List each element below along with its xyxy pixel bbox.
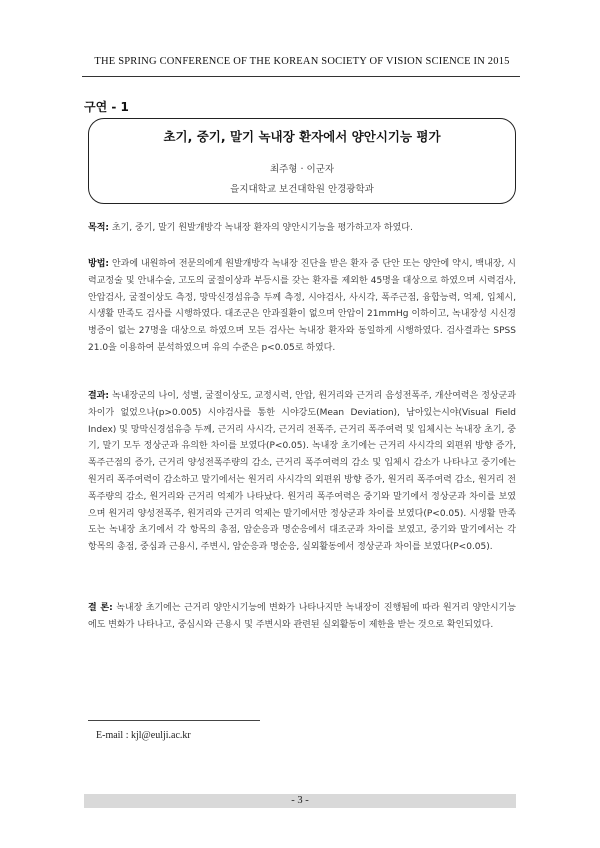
method-label: 방법: bbox=[88, 259, 109, 269]
footnote-divider bbox=[88, 720, 260, 721]
page-number: - 3 - bbox=[291, 795, 309, 806]
conclusion-paragraph bbox=[88, 600, 516, 634]
result-text: 녹내장군의 나이, 성별, 굴절이상도, 교정시력, 안압, 원거리와 근거리 음성전폭주, 개산여력은 정상군과 차이가 없었으나(p>0.005) 시야검사를 통한 시야강도(Mean Deviation), 남아있는시야(Visual Field Index) 및 망막신경섬유층 두께, 근거리 사시각, 근거리 전폭주, 근거리 폭주여력 및 입체시는 녹내장 초기, 중기, 말기 모두 정상군과 유의한 차이를 보였다(P<0.05). 녹내장 초기에는 근거리 사시각의 외편위 방향 증가, 폭주근점의 증가, 근거리 양성전폭주량의 감소, 근거리 폭주여력의 감소 및 입체시 감소가 나타나고 중기에는 원거리 폭주여력이 감소하고 말기에서는 원거리 사시각의 외편위 방향 증가, 원거리 폭주여력 감소, 원거리 전폭주량의 감소, 원거리와 근거리 억제가 나타났다. 원거리 폭주여력은 중기와 말기에서 정상군과 차이를 보였으며 원거리 양성전폭주, 원거리와 근거리 억제는 말기에서만 정상군과 차이를 보였다(P<0.05). 시생활 만족도는 녹내장 초기에서 각 항목의 총점, 암순응과 명순응에서 대조군과 차이를 보였고, 중기와 말기에서는 각 항목의 총점, 중심과 근용시, 주변시, 암순응과 명순응, 실외활동에서 정상군과 차이를 보였다(P<0.05). bbox=[88, 391, 516, 553]
footer-bar bbox=[84, 794, 516, 808]
purpose-paragraph bbox=[88, 220, 516, 237]
section-label: 구연 - 1 bbox=[84, 100, 129, 114]
result-paragraph bbox=[88, 388, 516, 556]
conclusion-label: 결 론: bbox=[88, 603, 113, 613]
paper-title: 초기, 중기, 말기 녹내장 환자에서 양안시기능 평가 bbox=[163, 129, 441, 144]
result-label: 결과: bbox=[88, 391, 109, 401]
purpose-text: 초기, 중기, 말기 원발개방각 녹내장 환자의 양안시기능을 평가하고자 하였다. bbox=[109, 223, 413, 233]
conference-header: THE SPRING CONFERENCE OF THE KOREAN SOCIETY OF VISION SCIENCE IN 2015 bbox=[94, 56, 510, 67]
paper-authors: 최주형 · 이군자 bbox=[269, 164, 335, 175]
paper-affiliation: 을지대학교 보건대학원 안경광학과 bbox=[230, 184, 374, 195]
conclusion-text: 녹내장 초기에는 근거리 양안시기능에 변화가 나타나지만 녹내장이 진행됨에 따라 원거리 양안시기능에도 변화가 나타나고, 중심시와 근용시 및 주변시와 관련된 실외활동이 제한을 받는 것으로 확인되었다. bbox=[88, 603, 517, 630]
header-divider bbox=[82, 76, 520, 77]
footnote-email: E-mail : kjl@eulji.ac.kr bbox=[96, 730, 191, 741]
title-box bbox=[88, 118, 516, 204]
method-text: 안과에 내원하여 전문의에게 원발개방각 녹내장 진단을 받은 환자 중 단안 또는 양안에 약시, 백내장, 시력교정술 및 안내수술, 고도의 굴절이상과 부등시를 갖는 환자를 제외한 45명을 대상으로 하였으며 시력검사, 안압검사, 굴절이상도 측정, 망막신경섬유층 두께 측정, 시야검사, 사시각, 폭주근점, 융합능력, 억제, 입체시, 시생활 만족도 검사를 시행하였다. 대조군은 안과질환이 없으며 안압이 21mmHg 이하이고, 녹내장성 시신경병증이 없는 27명을 대상으로 하였으며 모든 검사는 녹내장 환자와 동일하게 시행하였다. 검사결과는 SPSS 21.0을 이용하여 분석하였으며 유의 수준은 p<0.05로 하였다. bbox=[88, 259, 516, 353]
method-paragraph bbox=[88, 256, 516, 357]
purpose-label: 목적: bbox=[88, 223, 109, 233]
